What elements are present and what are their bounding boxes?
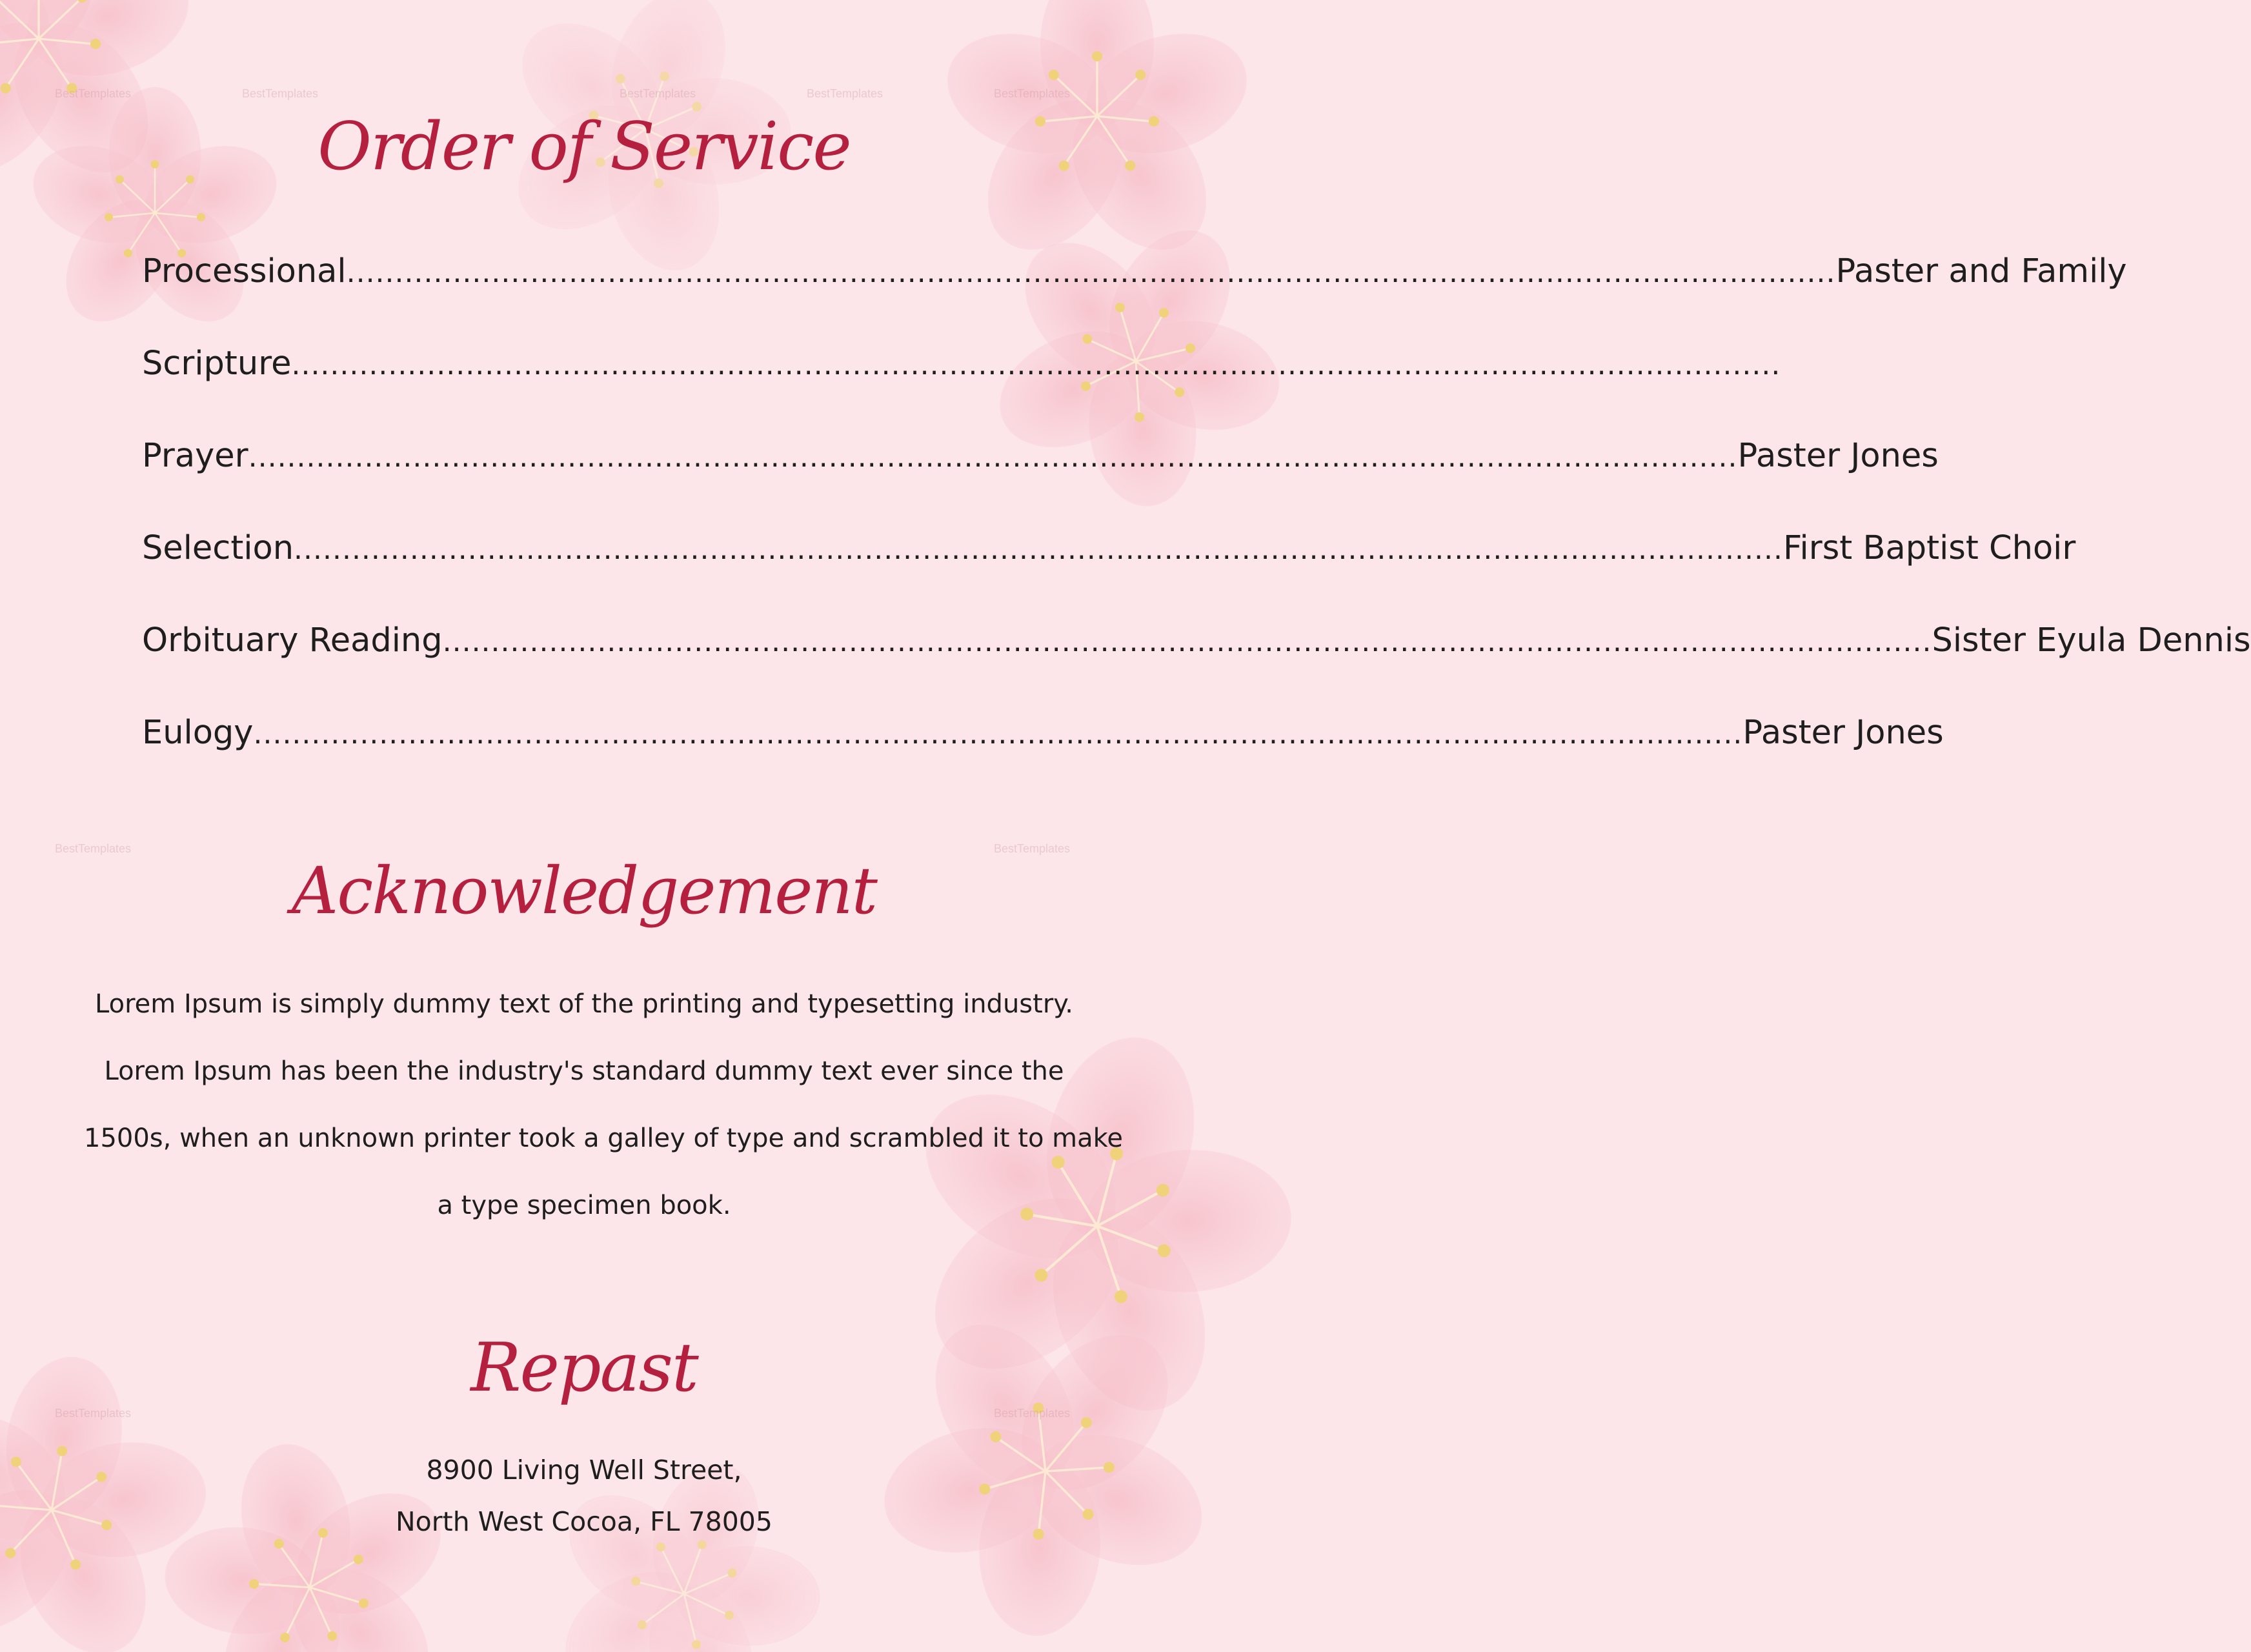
order-of-service-title: Order of Service <box>318 108 851 185</box>
dot-leader: .......................................................................................................................................................... <box>253 718 1743 750</box>
service-item <box>142 243 2127 335</box>
watermark-text: BestTemplates <box>994 842 1071 855</box>
service-person: Sister Eyula Dennis <box>1932 621 2251 660</box>
dot-leader: .......................................................................................................................................................... <box>442 625 1932 658</box>
address-line-1: 8900 Living Well Street, <box>426 1455 742 1486</box>
service-item <box>142 612 2251 704</box>
repast-title: Repast <box>470 1328 698 1407</box>
dot-leader: .......................................................................................................................................................... <box>248 441 1738 474</box>
watermark-text: BestTemplates <box>994 1407 1071 1420</box>
watermark-text: BestTemplates <box>55 842 132 855</box>
service-event: Eulogy <box>142 714 254 752</box>
dot-leader: .......................................................................................................................................................... <box>346 256 1836 289</box>
service-item <box>142 519 2076 612</box>
service-person: Paster Jones <box>1737 437 1939 475</box>
service-person: Paster and Family <box>1835 252 2127 290</box>
acknowledgement-title: Acknowledgement <box>292 853 876 929</box>
watermark-text: BestTemplates <box>620 87 696 100</box>
service-item <box>142 335 1781 427</box>
service-event: Processional <box>142 252 347 290</box>
acknowledgement-line: Lorem Ipsum has been the industry's standard dummy text ever since the <box>104 1056 1064 1086</box>
watermark-text: BestTemplates <box>55 87 132 100</box>
repast-address <box>0 1444 1168 1547</box>
dot-leader: .......................................................................................................................................................... <box>294 533 1783 566</box>
watermark-text: BestTemplates <box>994 87 1071 100</box>
service-item <box>142 427 1939 519</box>
dot-leader: .......................................................................................................................................................... <box>291 348 1781 381</box>
service-item <box>142 704 1944 796</box>
service-list <box>142 243 2251 796</box>
address-line-2: North West Cocoa, FL 78005 <box>396 1506 772 1537</box>
service-person: Paster Jones <box>1742 714 1944 752</box>
acknowledgement-line: a type specimen book. <box>437 1191 731 1220</box>
watermark-text: BestTemplates <box>807 87 883 100</box>
service-event: Prayer <box>142 437 248 475</box>
watermark-text: BestTemplates <box>242 87 319 100</box>
service-event: Orbituary Reading <box>142 621 443 660</box>
service-event: Selection <box>142 529 294 567</box>
acknowledgement-line: 1500s, when an unknown printer took a galley of type and scrambled it to make <box>84 1123 1123 1153</box>
service-person: First Baptist Choir <box>1782 529 2076 567</box>
watermark-text: BestTemplates <box>55 1407 132 1420</box>
acknowledgement-paragraph <box>84 971 1123 1239</box>
acknowledgement-line: Lorem Ipsum is simply dummy text of the printing and typesetting industry. <box>95 989 1073 1019</box>
service-event: Scripture <box>142 345 292 383</box>
